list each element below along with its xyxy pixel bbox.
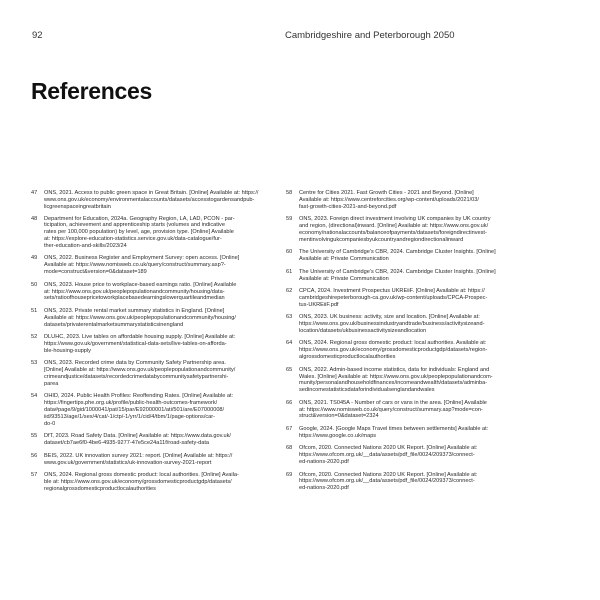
- reference-text: DLUHC, 2023. Live tables on affordable housing supply. [Online] Available at: https://www.gov.uk/government/statistical-data-sets/live-tables-on-afforda- ble-housing-supply: [44, 334, 236, 354]
- reference-text: ONS, 2024. Regional gross domestic product: local authorities. [Online] Availa- ble at: https://www.ons.gov.uk/economy/grossdomesticproductgdp/datasets/ regionalgrossdomesticproductlocalauthorities: [44, 472, 239, 492]
- reference-number: 53: [31, 360, 38, 367]
- reference-item: [31, 334, 275, 355]
- reference-number: 69: [286, 471, 293, 478]
- reference-text: Google, 2024. [Google Maps Travel times between settlements] Available at: https://www.google.co.uk/maps: [299, 425, 489, 439]
- reference-text: OHID, 2024. Public Health Profiles: Reoffending Rates. [Online] Available at: https://fingertips.phe.org.uk/profile/public-health-outcomes-framework/ data#page/9/gid/1000041/pat/15/par/E92000001/ati/501/are/E07000008/ iid/93513/age/1/sex/4/cat/-1/ctp/-1/yrr/1/cid/4/tbm/1/page-options/car- do-0: [44, 393, 234, 427]
- reference-text: ONS, 2023. Foreign direct investment involving UK companies by UK country and region, (directional)inward. [Online] Available at: https://www.ons.gov.uk/ economy/nationalaccounts/balanceofpayments/datasets/foreigndirectinvest- mentinvolvingukcompaniesbyukcountryandregiondirectionalinward: [299, 216, 491, 243]
- reference-text: The University of Cambridge's CBR, 2024. Cambridge Cluster Insights. [Online] Available at: Private Communication: [299, 268, 496, 282]
- reference-number: 52: [31, 334, 38, 341]
- reference-number: 66: [286, 399, 293, 406]
- reference-item: [31, 216, 275, 250]
- reference-item: [286, 190, 534, 211]
- reference-text: ONS, 2023. UK business: activity, size and location. [Online] Available at: https://www.ons.gov.uk/businessindustryandtrade/business/activitysizeand- location/datasets/ukbusinessactivitysizeandlocation: [299, 314, 485, 334]
- reference-item: [286, 367, 534, 394]
- reference-number: 62: [286, 288, 293, 295]
- reference-text: ONS, 2022. Business Register and Employment Survey: open access. [Online] Available at: https://www.nomisweb.co.uk/query/construct/summary.asp?- mode=construct&version=0&dataset=189: [44, 255, 240, 276]
- section-heading: References: [31, 78, 153, 104]
- reference-item: [286, 249, 534, 263]
- reference-number: 63: [286, 314, 293, 321]
- document-title: Cambridgeshire and Peterborough 2050: [285, 30, 455, 41]
- reference-item: [286, 340, 534, 361]
- reference-item: [31, 393, 275, 427]
- reference-text: Centre for Cities 2021. Fast Growth Cities - 2021 and Beyond. [Online] Available at: https://www.centreforcities.org/wp-content/uploads/2021/03/ fast-growth-cities-2021-and-beyond.pdf: [299, 190, 479, 210]
- reference-item: [286, 269, 534, 283]
- reference-text: BEIS, 2022. UK innovation survey 2021: report. [Online] Available at: https:// www.gov.uk/government/statistics/uk-innovation-survey-2021-report: [44, 452, 233, 466]
- reference-text: ONS, 2023. Recorded crime data by Community Safety Partnership area. [Online] Available at: https://www.ons.gov.uk/peoplepopulationandcommunity/ crimeandjustice/datasets/recordedcrimedatabycommunitysafetypartnershi- parea: [44, 360, 236, 387]
- reference-number: 57: [31, 472, 38, 479]
- reference-text: ONS, 2023. Private rental market summary statistics in England. [Online] Available at: https://www.ons.gov.uk/peoplepopulationandcommunity/housing/ datasets/privaterentalmarketsummarystatisticsinengland: [44, 307, 236, 328]
- reference-text: Ofcom, 2020. Connected Nations 2020 UK Report. [Online] Available at: https://www.ofcom.org.uk/__data/assets/pdf_file/0024/209373/connect- ed-nations-2020.pdf: [299, 445, 478, 466]
- reference-text: CPCA, 2024. Investment Prospectus UKREiiF. [Online] Available at: https:// cambridgeshirepeterborough-ca.gov.uk/wp-content/uploads/CPCA-Prospec- tus-UKREiiF.pdf: [299, 288, 488, 308]
- reference-item: [286, 216, 534, 243]
- reference-number: 61: [286, 268, 293, 275]
- reference-item: [286, 426, 534, 440]
- reference-text: ONS, 2022. Admin-based income statistics, data for individuals: England and Wales. [Online] Available at: https://www.ons.gov.uk/peoplepopulationandcom- munity/personalandhouseholdfinances/incomeandwealth/datasets/adminba- sedincomestatisticsdataforindividualsenglandandwales: [299, 366, 493, 394]
- reference-item: [31, 190, 275, 211]
- page-number: 92: [32, 30, 43, 41]
- reference-item: [31, 360, 275, 387]
- reference-item: [286, 288, 534, 309]
- reference-item: [31, 472, 275, 493]
- reference-item: [286, 400, 534, 421]
- reference-item: [31, 255, 275, 276]
- reference-item: [31, 282, 275, 303]
- reference-number: 49: [31, 255, 38, 262]
- reference-number: 68: [286, 445, 293, 452]
- reference-number: 47: [31, 190, 38, 196]
- reference-text: ONS, 2023. House price to workplace-based earnings ratio. [Online] Available at: https://www.ons.gov.uk/peoplepopulationandcommunity/housing/data- sets/ratioofhousepricetoworkplacebasedearningslowerquartileandmedian: [44, 281, 237, 302]
- reference-text: ONS, 2021. Access to public green space in Great Britain. [Online] Available at: https:// www.ons.gov.uk/economy/environmentalaccounts/datasets/accesstogardensandpub- licgreenspaceingreatbritain: [44, 190, 259, 210]
- reference-text: Department for Education, 2024a. Geography Region, LA, LAD, PCON - par- ticipation, achievement and apprenticeship starts (volumes and indicative rates per 100,000 population) by level, age, provision type. [Online] Available at: https://explore-education-statistics.service.gov.uk/data-catalogue/fur- ther-education-and-skills/2023/24: [44, 215, 235, 249]
- reference-number: 50: [31, 281, 38, 288]
- references-column-left: [31, 190, 275, 493]
- reference-text: DfT, 2023. Road Safety Data. [Online] Available at: https://www.data.gov.uk/ dataset/cb7ae6f0-4be6-4935-9277-47e5ce24a11f/road-safety-data: [44, 433, 231, 447]
- reference-number: 51: [31, 307, 38, 314]
- reference-item: [286, 472, 534, 493]
- reference-number: 54: [31, 393, 38, 400]
- reference-item: [31, 308, 275, 329]
- reference-item: [31, 453, 275, 467]
- reference-number: 55: [31, 433, 38, 440]
- references-column-right: [286, 190, 534, 492]
- reference-number: 48: [31, 215, 38, 222]
- reference-text: ONS, 2021. TS045A - Number of cars or vans in the area. [Online] Available at: https://www.nomisweb.co.uk/query/construct/summary.asp?mode=con- struct&version=0&dataset=2324: [299, 399, 487, 420]
- reference-number: 58: [286, 190, 293, 196]
- reference-item: [286, 314, 534, 335]
- reference-item: [286, 445, 534, 466]
- reference-text: Ofcom, 2020. Connected Nations 2020 UK Report. [Online] Available at: https://www.ofcom.org.uk/__data/assets/pdf_file/0024/209373/connect- ed-nations-2020.pdf: [299, 471, 478, 492]
- reference-number: 65: [286, 366, 293, 373]
- reference-text: ONS, 2024. Regional gross domestic product: local authorities. Available at: https://www.ons.gov.uk/economy/grossdomesticproductgdp/datasets/region- algrossdomesticproductlocalauthorities: [299, 340, 488, 361]
- reference-number: 59: [286, 216, 293, 223]
- reference-text: The University of Cambridge's CBR, 2024. Cambridge Cluster Insights. [Online] Available at: Private Communication: [299, 249, 496, 263]
- reference-number: 64: [286, 340, 293, 347]
- reference-number: 56: [31, 452, 38, 459]
- reference-number: 60: [286, 249, 293, 256]
- reference-item: [31, 433, 275, 447]
- reference-number: 67: [286, 425, 293, 432]
